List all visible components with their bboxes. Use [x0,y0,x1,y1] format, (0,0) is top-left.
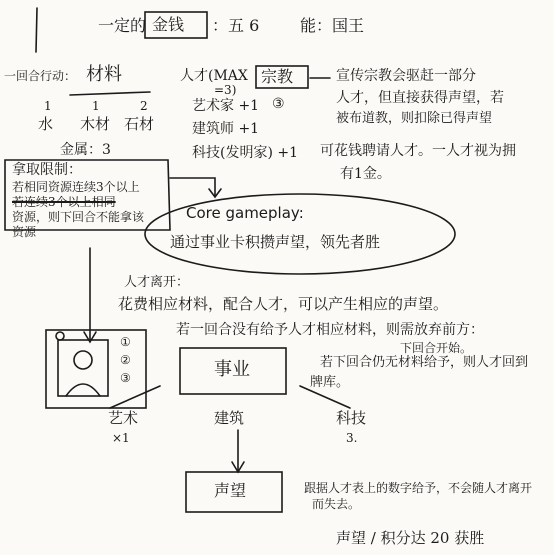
margin-stroke [36,8,37,52]
actions-label: 一回合行动： [4,69,77,83]
talent-architect: 建筑师 +1 [192,121,260,137]
religion-note-line2: 人才，但直接获得声望，若 [336,90,504,106]
material-gold: 金属：3 [60,142,111,158]
talent-leave-line5: 若下回合仍无材料给予，则人才回到 [320,355,529,370]
rules-line2: 若连续3个以上相同 [12,195,116,209]
category-art: 艺术 [108,409,139,427]
action-talent-sub: =3) [214,83,237,97]
talent-artist: 艺术家 +1 [192,98,260,114]
talent-leave-line4: 下回合开始。 [400,341,473,355]
talent-tech: 科技(发明家) +1 [192,145,299,161]
talent-artist-circle: ③ [272,96,285,112]
material-wood: 木材 [80,115,111,133]
talent-portrait [58,340,108,396]
material-count-water: 1 [44,99,52,113]
prestige-label: 声望 [214,481,247,500]
talent-leave-line1: 人才离开： [124,275,190,290]
core-title: Core gameplay: [186,204,304,222]
rules-heading: 拿取限制： [12,162,82,178]
prestige-note-line2: 而失去。 [312,497,361,511]
category-tech: 科技 [336,409,367,427]
win-condition: 声望 / 积分达 20 获胜 [336,529,485,547]
card-corner-mark [56,332,64,340]
talent-leave-line3: 若一回合没有给予人才相应材料，则需放弃前方： [176,322,484,338]
talent-leave-line2: 花费相应材料，配合人才，可以产生相应的声望。 [118,295,449,313]
hire-note-line2: 有1金。 [340,166,391,182]
header-title-boxed: 金钱 [152,15,185,34]
career-link-left [110,386,160,408]
materials-brace [70,92,150,95]
talent-leave-line6: 牌库。 [310,375,350,390]
header-ability: 能：国王 [300,16,365,35]
material-stone: 石材 [124,115,155,133]
material-count-wood: 1 [92,99,100,113]
card-number-2: ② [120,353,131,367]
action-materials: 材料 [86,64,122,85]
rules-line3: 资源，则下回合不能拿该 [12,210,145,224]
core-desc: 通过事业卡积攒声望，领先者胜 [170,233,381,251]
career-label: 事业 [214,359,250,380]
material-water: 水 [38,115,54,133]
header-title: 一定的 [98,16,147,35]
category-tech-mult: 3. [346,431,358,445]
action-talent: 人才(MAX [180,68,248,84]
rules-line1: 若相同资源连续3个以上 [12,180,140,194]
rules-arrow [170,178,215,195]
action-religion: 宗教 [261,67,294,86]
material-count-stone: 2 [140,99,148,113]
category-build: 建筑 [214,409,245,427]
hire-note-line1: 可花钱聘请人才。一人才视为拥 [320,143,516,159]
rules-line4: 资源 [12,225,37,239]
prestige-note-line1: 跟据人才表上的数字给予，不会随人才离开 [304,481,533,495]
category-art-mult: ×1 [112,431,130,445]
card-number-3: ③ [120,371,131,385]
header-cost: ：五 6 [212,16,260,35]
portrait-body [66,384,100,396]
card-number-1: ① [120,335,131,349]
religion-note-line1: 宣传宗教会驱赶一部分 [336,68,476,84]
religion-note-line3: 被布道教，则扣除已得声望 [336,111,493,126]
portrait-head [74,351,92,369]
